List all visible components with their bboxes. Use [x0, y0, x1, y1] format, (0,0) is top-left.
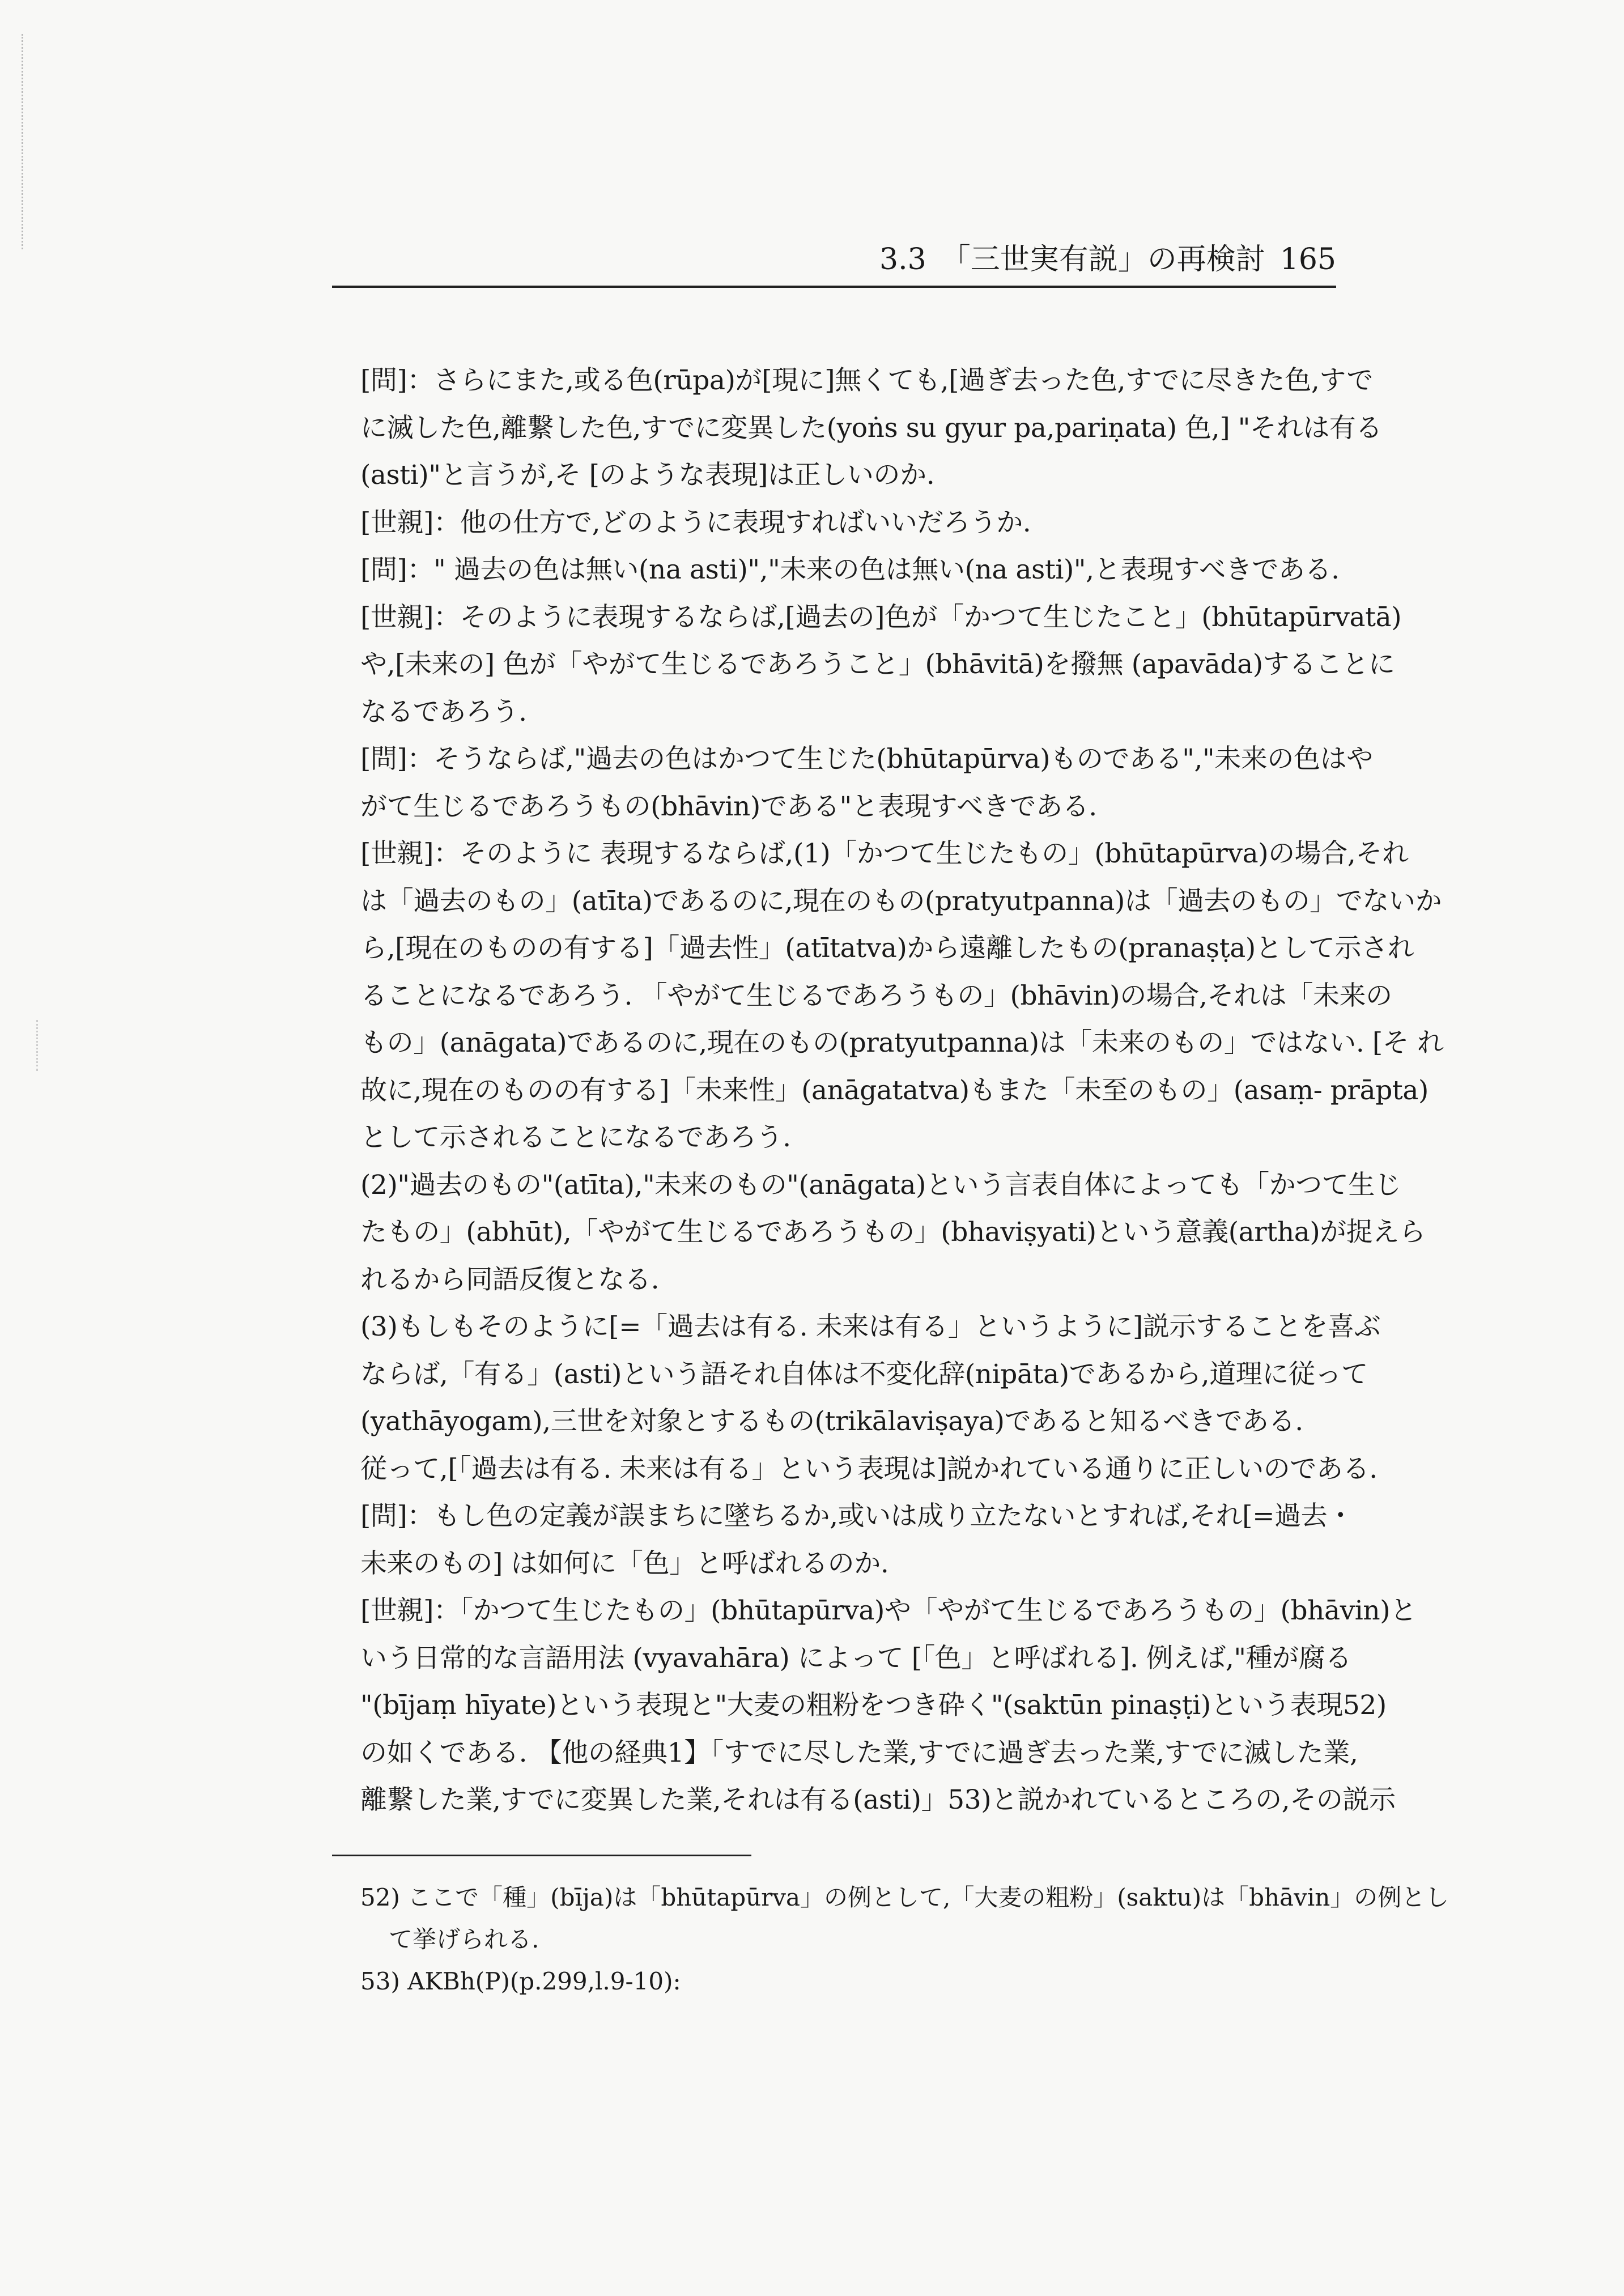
text-line: なるであろう. — [360, 696, 527, 728]
text-line: として示されることになるであろう. — [360, 1122, 791, 1153]
footnote-53: 53) AKBh(P)(p.299,l.9-10): — [360, 1967, 681, 1995]
text-line: [問]：そうならば,"過去の色はかつて生じた(bhūtapūrva)ものである","未来の色はや — [360, 743, 1373, 775]
footnotes — [360, 1877, 1449, 2002]
text-line: ら,[現在のものの有する]「過去性」(atītatva)から遠離したもの(pranaṣṭa)として示され — [360, 933, 1414, 964]
text-line: "(bījaṃ hīyate)という表現と"大麦の粗粉をつき砕く"(saktūn pinaṣṭi)という表現52) — [360, 1690, 1387, 1721]
text-line: や,[未来の] 色が「やがて生じるであろうこと」(bhāvitā)を撥無 (apavāda)することに — [360, 649, 1395, 680]
text-line: もの」(anāgata)であるのに,現在のもの(pratyutpanna)は「未来のもの」ではない. [そ れ — [360, 1027, 1444, 1058]
text-line: (yathāyogam),三世を対象とするもの(trikālaviṣaya)であると知るべきである. — [360, 1406, 1303, 1437]
header-rule — [332, 286, 1336, 288]
footnote-rule — [332, 1855, 751, 1856]
text-line: [世親]：そのように表現するならば,[過去の]色が「かつて生じたこと」(bhūtapūrvatā) — [360, 601, 1402, 633]
text-line: いう日常的な言語用法 (vyavahāra) によって [「色」と呼ばれる]. 例えば,"種が腐る — [360, 1642, 1351, 1674]
text-line: [世親]：そのように 表現するならば,(1)「かつて生じたもの」(bhūtapūrva)の場合,それ — [360, 838, 1409, 869]
text-line: は「過去のもの」(atīta)であるのに,現在のもの(pratyutpanna)は「過去のもの」でないか — [360, 885, 1442, 917]
text-line: ることになるであろう. 「やがて生じるであろうもの」(bhāvin)の場合,それは「未来の — [360, 980, 1392, 1011]
text-line: 故に,現在のものの有する]「未来性」(anāgatatva)もまた「未至のもの」(asaṃ- prāpta) — [360, 1074, 1429, 1106]
text-line: れるから同語反復となる. — [360, 1264, 660, 1295]
text-line: 従って,[「過去は有る. 未来は有る」という表現は]説かれている通りに正しいのである. — [360, 1453, 1378, 1485]
page-number: 165 — [1279, 243, 1336, 277]
text-line: 未来のもの] は如何に「色」と呼ばれるのか. — [360, 1547, 889, 1579]
scan-margin-artifact — [36, 1020, 49, 1071]
text-line: (2)"過去のもの"(atīta),"未来のもの"(anāgata)という言表自体によっても「かつて生じ — [360, 1169, 1401, 1201]
text-line: (asti)"と言うが,そ [のような表現]は正しいのか. — [360, 460, 935, 491]
text-line: (3)もしもそのように[=「過去は有る. 未来は有る」というように]説示することを喜ぶ — [360, 1311, 1381, 1342]
text-line: たもの」(abhūt),「やがて生じるであろうもの」(bhaviṣyati)という意義(artha)が捉えら — [360, 1217, 1426, 1248]
text-line: がて生じるであろうもの(bhāvin)である"と表現すべきである. — [360, 790, 1097, 822]
footnote-52-continued: て挙げられる. — [389, 1925, 539, 1953]
text-line: の如くである. 【他の経典1】「すでに尽した業,すでに過ぎ去った業,すでに滅した業, — [360, 1737, 1358, 1768]
text-line: [世親]：他の仕方で,どのように表現すればいいだろうか. — [360, 507, 1031, 538]
running-header — [332, 237, 1336, 286]
section-title: 「三世実有説」の再検討 — [941, 243, 1265, 277]
text-line: 離繋した業,すでに変異した業,それは有る(asti)」53)と説かれているところの,その説示 — [360, 1784, 1396, 1815]
footnote-52: 52) ここで「種」(bīja)は「bhūtapūrva」の例として,「大麦の粗粉」(saktu)は「bhāvin」の例とし — [360, 1883, 1449, 1911]
text-line: [世親]：「かつて生じたもの」(bhūtapūrva)や「やがて生じるであろうもの」(bhāvin)と — [360, 1595, 1417, 1626]
main-text — [360, 357, 1444, 1824]
section-number: 3.3 — [879, 243, 926, 277]
text-line: に滅した色,離繋した色,すでに変異した(yoṅs su gyur pa,pariṇata) 色,] "それは有る — [360, 412, 1383, 444]
text-line: [問]：" 過去の色は無い(na asti)","未来の色は無い(na asti)",と表現すべきである. — [360, 554, 1340, 585]
text-line: [問]：さらにまた,或る色(rūpa)が[現に]無くても,[過ぎ去った色,すでに尽きた色,すで — [360, 365, 1373, 396]
scan-margin-artifact — [22, 34, 35, 249]
text-line: ならば,「有る」(asti)という語それ自体は不変化辞(nipāta)であるから,道理に従って — [360, 1358, 1368, 1390]
header-text — [865, 237, 1336, 282]
text-line: [問]：もし色の定義が誤まちに墜ちるか,或いは成り立たないとすれば,それ[=過去・ — [360, 1500, 1354, 1532]
